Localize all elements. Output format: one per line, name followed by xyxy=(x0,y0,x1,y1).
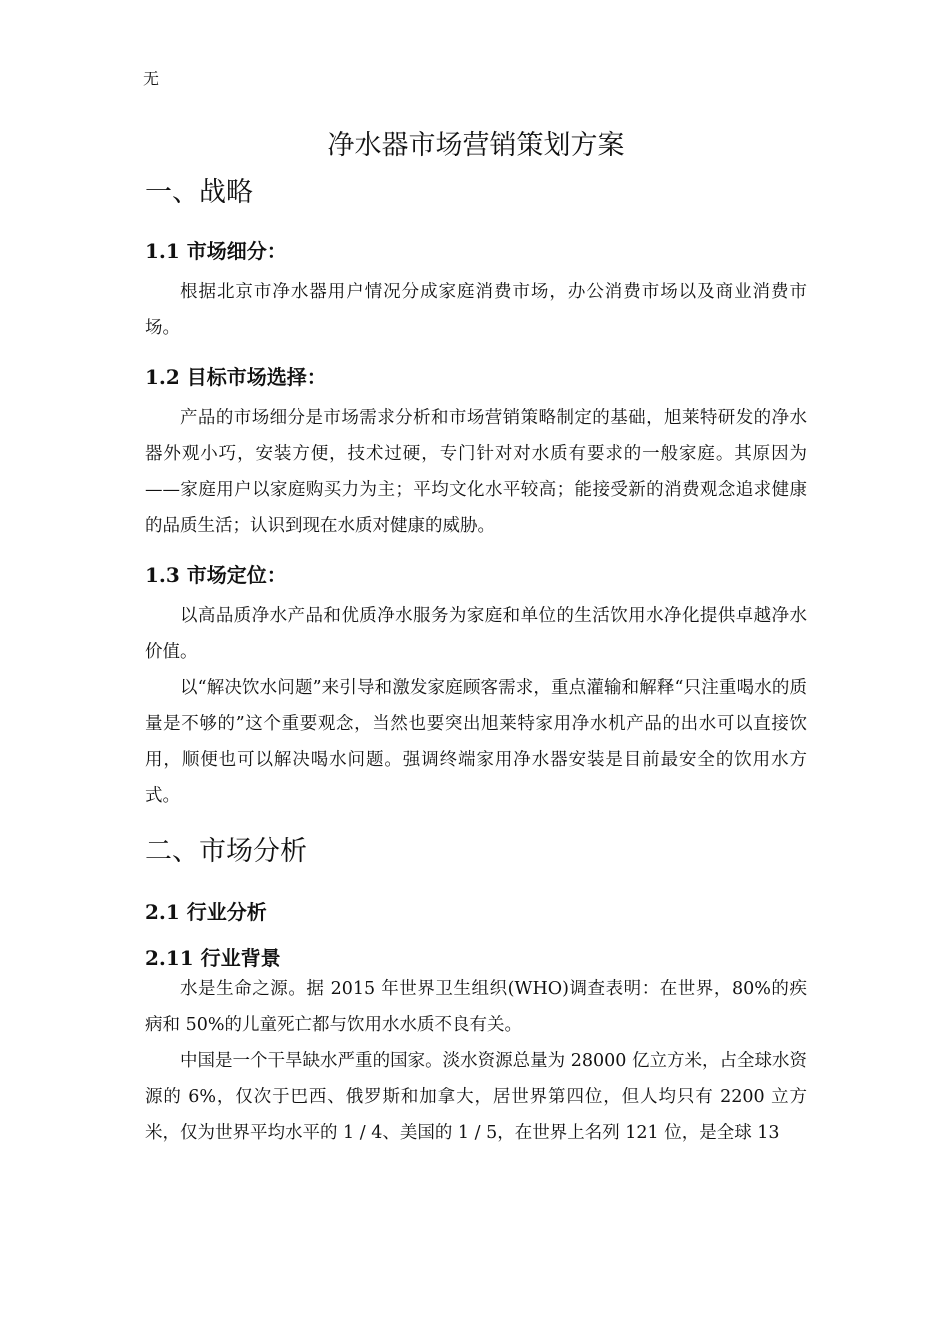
paragraph: 水是生命之源。据 2015 年世界卫生组织(WHO)调查表明：在世界，80%的疾病和 50%的儿童死亡都与饮用水水质不良有关。 xyxy=(145,979,807,1036)
section-heading-strategy: 一、战略 xyxy=(145,177,253,209)
document-body xyxy=(145,128,807,1151)
paragraph: 以“解决饮水问题”来引导和激发家庭顾客需求，重点灌输和解释“只注重喝水的质量是不够的”这个重要观念，当然也要突出旭莱特家用净水机产品的出水可以直接饮用，顺便也可以解决喝水问题。强调终端家用净水器安装是目前最安全的饮用水方式。 xyxy=(145,678,807,807)
subsection-heading-1-1: 1.1 市场细分： xyxy=(145,239,287,264)
section-heading-market-analysis: 二、市场分析 xyxy=(145,836,307,868)
subsection-heading-2-11: 2.11 行业背景 xyxy=(145,946,281,971)
subsection-heading-1-3: 1.3 市场定位： xyxy=(145,563,287,588)
paragraph: 中国是一个干旱缺水严重的国家。淡水资源总量为 28000 亿立方米，占全球水资源的 6%，仅次于巴西、俄罗斯和加拿大，居世界第四位，但人均只有 2200 立方米，仅为世界平均水平的 1 / 4、美国的 1 / 5，在世界上名列 121 位，是全球 13 xyxy=(145,1051,807,1144)
paragraph: 根据北京市净水器用户情况分成家庭消费市场，办公消费市场以及商业消费市场。 xyxy=(145,282,807,339)
subsection-heading-2-1: 2.1 行业分析 xyxy=(145,900,267,925)
page-header: 无 xyxy=(143,69,160,88)
subsection-heading-1-2: 1.2 目标市场选择： xyxy=(145,365,327,390)
document-title: 净水器市场营销策划方案 xyxy=(327,130,625,161)
paragraph: 以高品质净水产品和优质净水服务为家庭和单位的生活饮用水净化提供卓越净水价值。 xyxy=(145,606,807,663)
paragraph: 产品的市场细分是市场需求分析和市场营销策略制定的基础，旭莱特研发的净水器外观小巧，安装方便，技术过硬，专门针对对水质有要求的一般家庭。其原因为——家庭用户以家庭购买力为主；平均文化水平较高；能接受新的消费观念追求健康的品质生活；认识到现在水质对健康的威胁。 xyxy=(145,408,807,537)
